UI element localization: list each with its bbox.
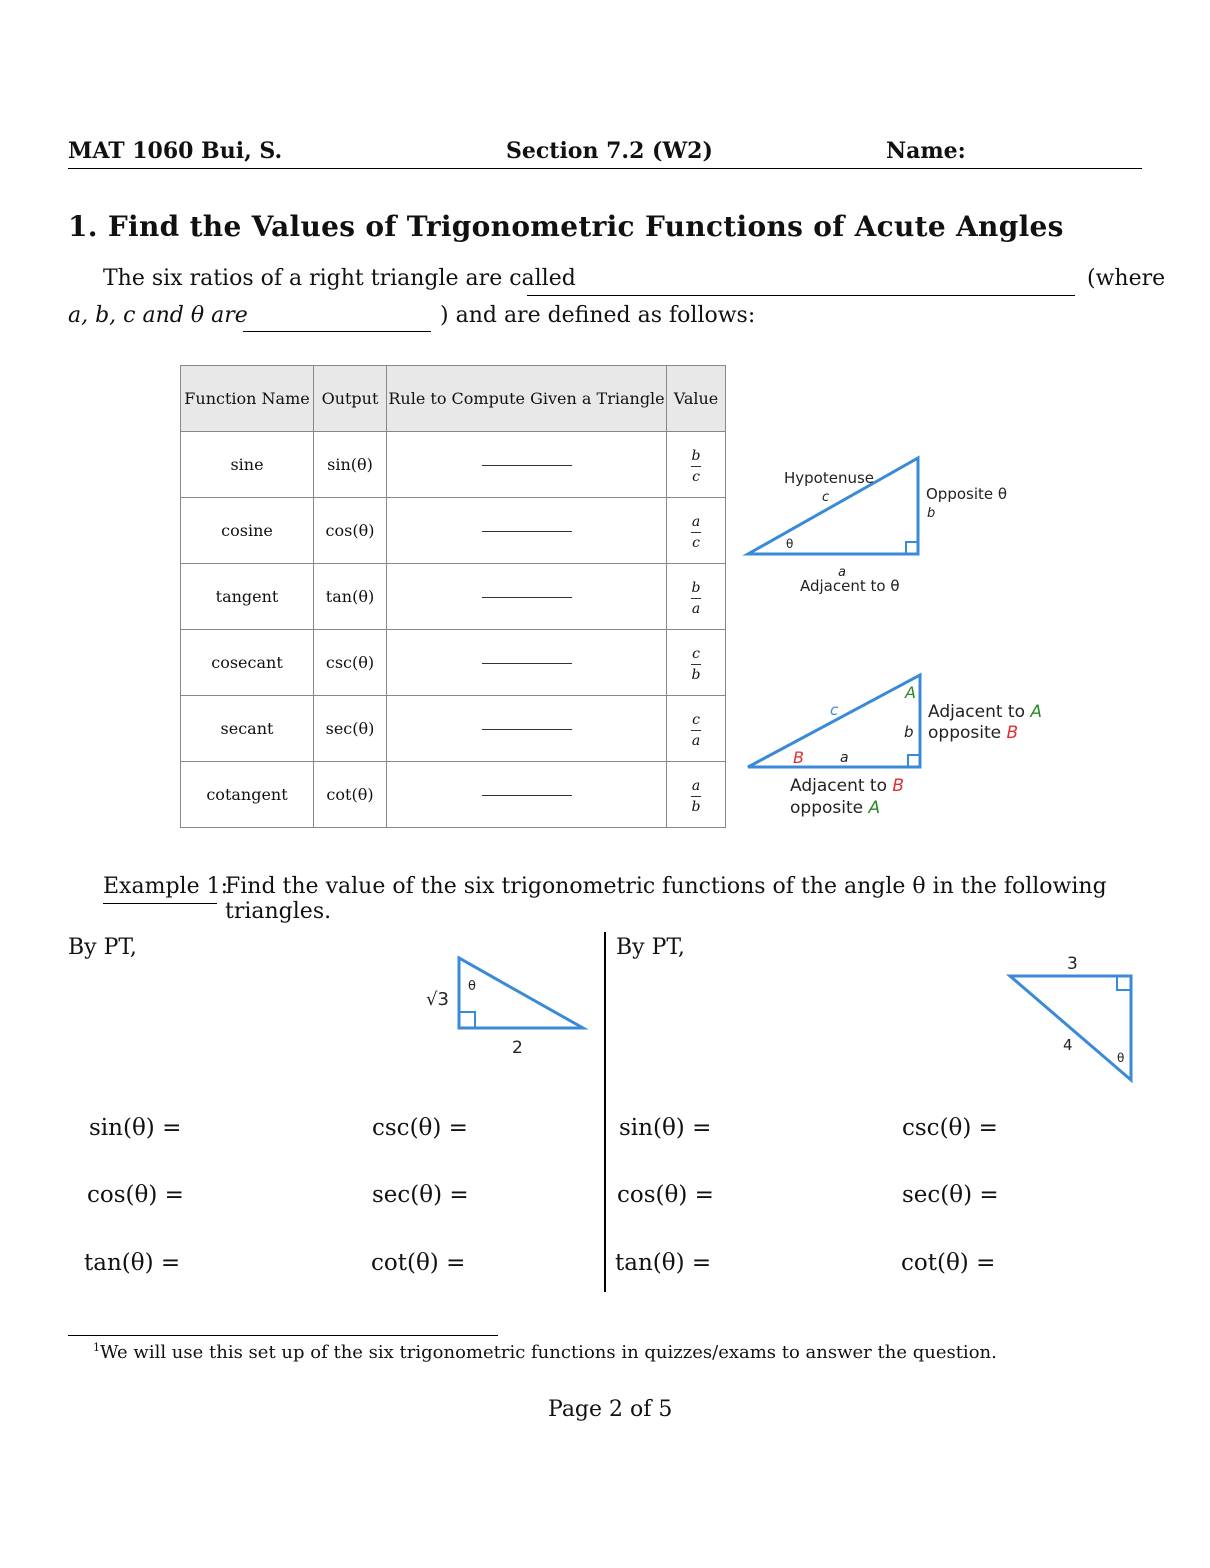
function-output: cos(θ) xyxy=(314,498,387,564)
angle-b-label: B xyxy=(793,748,804,767)
triangle-shape xyxy=(748,675,920,767)
right-angle-mark xyxy=(906,542,918,554)
right-angle-mark xyxy=(908,755,920,767)
header-value: Value xyxy=(667,366,726,432)
example-text: Find the value of the six trigonometric functions of the angle θ in the following triangles. xyxy=(225,874,1107,924)
section-heading: 1. Find the Values of Trigonometric Functions of Acute Angles xyxy=(68,210,1064,243)
course-label: MAT 1060 Bui, S. xyxy=(68,138,283,164)
rule-blank[interactable] xyxy=(387,564,667,630)
function-output: sin(θ) xyxy=(314,432,387,498)
table-row xyxy=(181,696,726,762)
side-vertical-label: √3 xyxy=(426,989,449,1010)
function-output: tan(θ) xyxy=(314,564,387,630)
function-name: cotangent xyxy=(181,762,314,828)
left-by-pt: By PT, xyxy=(68,935,137,960)
hypotenuse-var: c xyxy=(822,490,830,505)
value-fraction xyxy=(667,762,726,828)
theta-label: θ xyxy=(786,537,794,551)
opposite-label: Opposite θ xyxy=(926,485,1008,503)
intro-vars: a, b, c and θ are xyxy=(68,303,248,328)
rule-blank[interactable] xyxy=(387,432,667,498)
adj-a-text: Adjacent to A xyxy=(928,702,1043,722)
function-name: cosecant xyxy=(181,630,314,696)
table-header-row xyxy=(181,366,726,432)
page-number: Page 2 of 5 xyxy=(548,1397,673,1422)
opposite-var: b xyxy=(927,506,936,521)
fraction-numerator: b xyxy=(691,448,701,464)
function-name: tangent xyxy=(181,564,314,630)
table-row xyxy=(181,630,726,696)
adjacent-label: Adjacent to θ xyxy=(800,577,900,595)
triangle-shape xyxy=(459,958,583,1028)
section-label: Section 7.2 (W2) xyxy=(506,138,713,164)
header-rule xyxy=(68,168,1142,169)
theta-label: θ xyxy=(468,979,476,994)
hyp-var-c: c xyxy=(830,701,839,719)
fraction-numerator: a xyxy=(691,778,701,794)
side-top-label: 3 xyxy=(1067,954,1078,974)
left-sec-eq: sec(θ) = xyxy=(372,1182,469,1208)
side-b-var: b xyxy=(904,723,914,741)
header-rule: Rule to Compute Given a Triangle xyxy=(387,366,667,432)
example-label: Example 1: xyxy=(103,874,228,899)
right-cot-eq: cot(θ) = xyxy=(901,1250,996,1276)
function-name: cosine xyxy=(181,498,314,564)
side-a-var: a xyxy=(840,750,849,766)
adj-b-text: Adjacent to B xyxy=(790,776,905,796)
rule-blank[interactable] xyxy=(387,630,667,696)
example-underline xyxy=(103,903,217,904)
footnote-mark: 1 xyxy=(93,1341,100,1354)
theta-label: θ xyxy=(1117,1051,1125,1065)
footnote xyxy=(93,1341,997,1363)
fraction-numerator: c xyxy=(692,646,700,662)
fraction-denominator: a xyxy=(691,733,701,749)
left-tan-eq: tan(θ) = xyxy=(84,1250,181,1276)
left-csc-eq: csc(θ) = xyxy=(372,1115,468,1141)
trig-function-table xyxy=(180,365,726,828)
table-row xyxy=(181,432,726,498)
value-fraction xyxy=(667,630,726,696)
fraction-denominator: b xyxy=(691,799,701,815)
opp-b-text: opposite B xyxy=(928,723,1019,743)
value-fraction xyxy=(667,564,726,630)
left-sin-eq: sin(θ) = xyxy=(89,1115,182,1141)
function-output: sec(θ) xyxy=(314,696,387,762)
footnote-rule xyxy=(68,1335,498,1336)
right-csc-eq: csc(θ) = xyxy=(902,1115,998,1141)
value-fraction xyxy=(667,432,726,498)
function-name: sine xyxy=(181,432,314,498)
left-cot-eq: cot(θ) = xyxy=(371,1250,466,1276)
fraction-denominator: c xyxy=(692,469,700,485)
triangle-figure-ab xyxy=(740,665,1043,825)
right-tan-eq: tan(θ) = xyxy=(615,1250,712,1276)
header-function-name: Function Name xyxy=(181,366,314,432)
left-triangle xyxy=(420,943,595,1063)
fraction-numerator: a xyxy=(691,514,701,530)
right-sin-eq: sin(θ) = xyxy=(619,1115,712,1141)
opp-a-text: opposite A xyxy=(790,798,881,818)
header-output: Output xyxy=(314,366,387,432)
value-fraction xyxy=(667,498,726,564)
table-row xyxy=(181,564,726,630)
intro-blank-1[interactable] xyxy=(527,295,1075,296)
fraction-denominator: a xyxy=(691,601,701,617)
function-output: cot(θ) xyxy=(314,762,387,828)
hypotenuse-label: Hypotenuse xyxy=(784,469,875,487)
table-row xyxy=(181,762,726,828)
intro-where: (where xyxy=(1087,266,1166,291)
side-hyp-label: 4 xyxy=(1063,1036,1073,1054)
fraction-denominator: b xyxy=(691,667,701,683)
table-row xyxy=(181,498,726,564)
right-cos-eq: cos(θ) = xyxy=(617,1182,714,1208)
triangle-figure-theta xyxy=(740,450,1010,600)
triangle-shape xyxy=(1010,976,1131,1080)
fraction-numerator: b xyxy=(691,580,701,596)
intro-line2-end: ) and are defined as follows: xyxy=(440,303,756,328)
right-triangle xyxy=(1000,950,1145,1090)
function-output: csc(θ) xyxy=(314,630,387,696)
intro-blank-2[interactable] xyxy=(243,331,431,332)
intro-line1: The six ratios of a right triangle are called xyxy=(103,266,576,291)
angle-a-label: A xyxy=(905,683,916,702)
column-divider xyxy=(604,932,606,1292)
adjacent-var: a xyxy=(838,565,846,580)
footnote-text: We will use this set up of the six trigonometric functions in quizzes/exams to answer the question. xyxy=(100,1342,997,1363)
value-fraction xyxy=(667,696,726,762)
right-angle-mark xyxy=(1117,976,1131,990)
rule-blank[interactable] xyxy=(387,696,667,762)
fraction-denominator: c xyxy=(692,535,700,551)
name-label: Name: xyxy=(886,138,966,164)
right-sec-eq: sec(θ) = xyxy=(902,1182,999,1208)
right-angle-mark xyxy=(459,1012,475,1028)
rule-blank[interactable] xyxy=(387,762,667,828)
function-name: secant xyxy=(181,696,314,762)
left-cos-eq: cos(θ) = xyxy=(87,1182,184,1208)
rule-blank[interactable] xyxy=(387,498,667,564)
right-by-pt: By PT, xyxy=(616,935,685,960)
side-horizontal-label: 2 xyxy=(512,1038,523,1058)
fraction-numerator: c xyxy=(692,712,700,728)
